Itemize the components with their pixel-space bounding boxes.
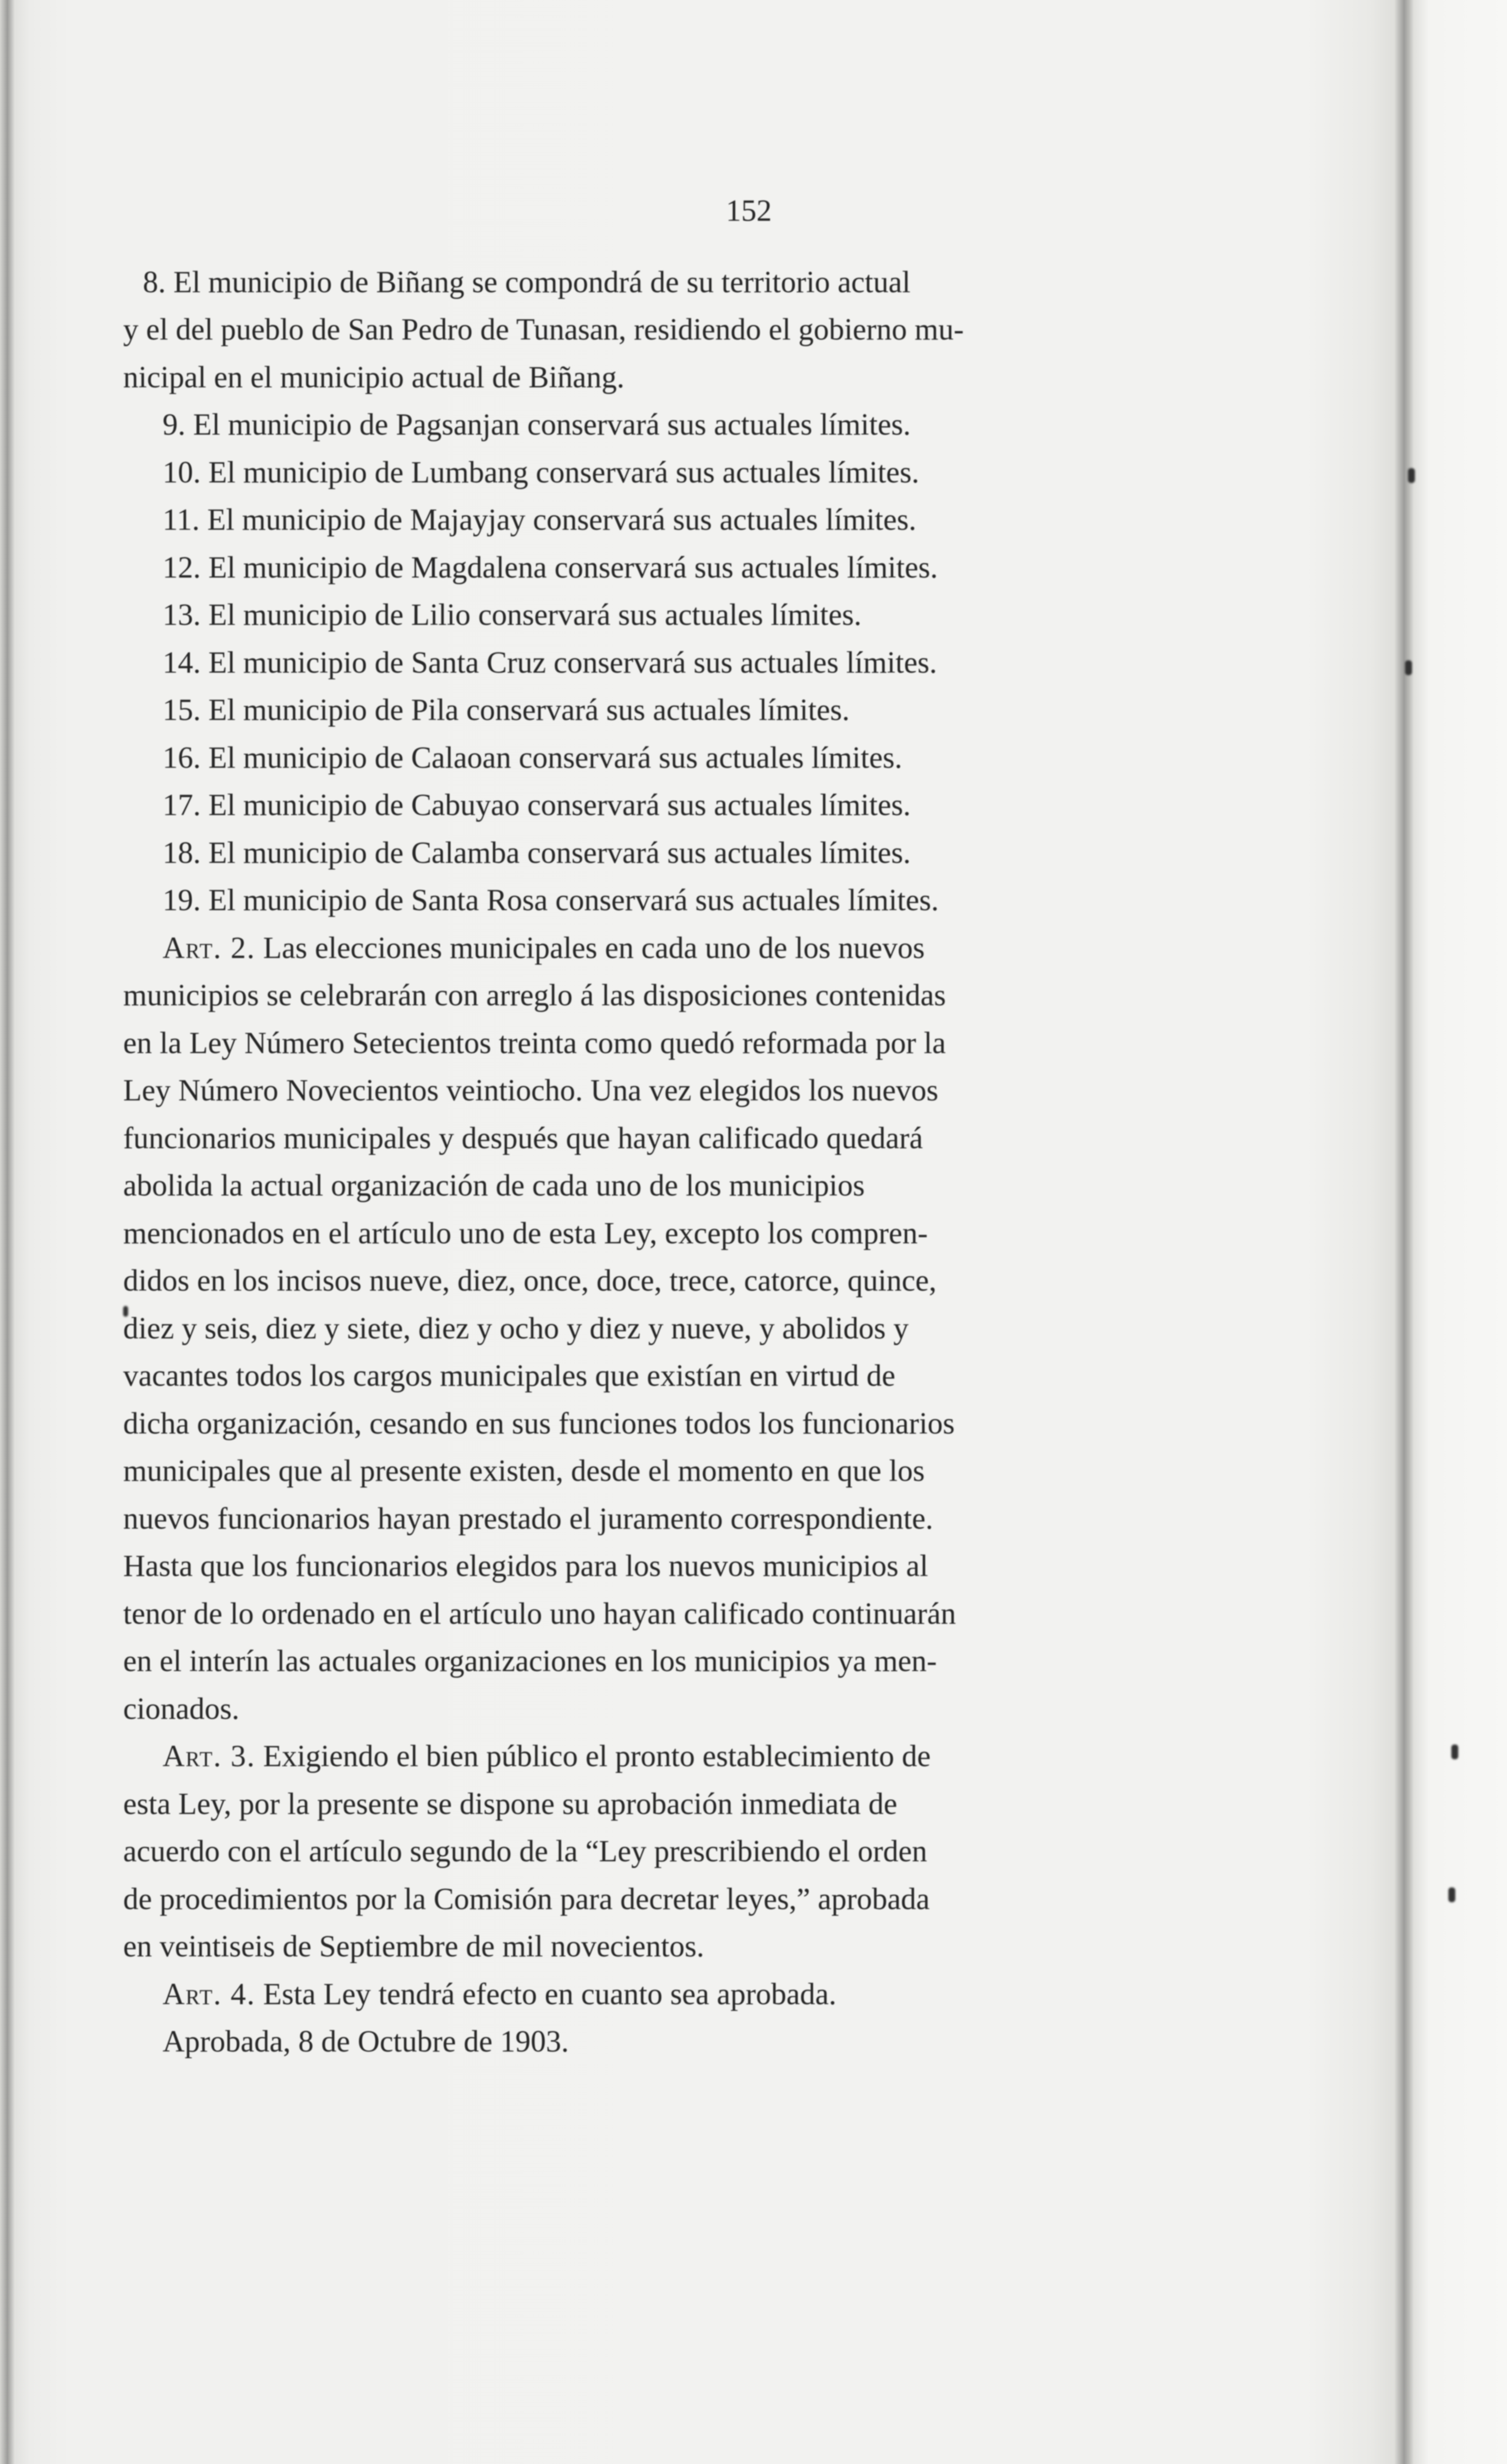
text-line: mencionados en el artículo uno de esta Ley, excepto los compren-: [123, 1216, 928, 1250]
item-12: 12. El municipio de Magdalena conservará sus actuales límites.: [163, 550, 938, 584]
text-line: municipios se celebrarán con arreglo á las disposiciones contenidas: [123, 979, 946, 1012]
left-edge-shadow: [0, 0, 15, 2464]
page-edge-shadow: [1394, 0, 1414, 2464]
text-line: vacantes todos los cargos municipales que existían en virtud de: [123, 1359, 896, 1393]
item-11: 11. El municipio de Majayjay conservará sus actuales límites.: [163, 503, 917, 537]
item-17: 17. El municipio de Cabuyao conservará sus actuales límites.: [163, 788, 911, 822]
text-line: acuerdo con el artículo segundo de la “Ley prescribiendo el orden: [123, 1835, 927, 1868]
text-line: en veintiseis de Septiembre de mil novecientos.: [123, 1930, 704, 1963]
article-3: [123, 1733, 1355, 1971]
text-line: Exigiendo el bien público el pronto establecimiento de: [263, 1740, 931, 1773]
text-line: Ley Número Novecientos veintiocho. Una vez elegidos los nuevos: [123, 1074, 938, 1107]
article-4: [123, 1971, 1355, 2019]
item-16: 16. El municipio de Calaoan conservará sus actuales límites.: [163, 741, 903, 775]
article-label: Art. 3.: [163, 1740, 256, 1773]
article-label: Art. 2.: [163, 931, 256, 965]
text-line: didos en los incisos nueve, diez, once, doce, trece, catorce, quince,: [123, 1264, 937, 1298]
text-line: 8. El municipio de Biñang se compondrá de su territorio actual: [143, 265, 911, 299]
text-line: nuevos funcionarios hayan prestado el juramento correspondiente.: [123, 1502, 934, 1536]
text-line: abolida la actual organización de cada uno de los municipios: [123, 1169, 865, 1202]
text-line: diez y seis, diez y siete, diez y ocho y diez y nueve, y abolidos y: [123, 1311, 909, 1345]
item-14: 14. El municipio de Santa Cruz conservará sus actuales límites.: [163, 646, 937, 680]
margin-mark: [1408, 468, 1415, 483]
text-line: tenor de lo ordenado en el artículo uno hayan calificado continuarán: [123, 1597, 956, 1631]
text-line: cionados.: [123, 1692, 239, 1726]
article-2: [123, 924, 1355, 1733]
text-line: dicha organización, cesando en sus funciones todos los funcionarios: [123, 1406, 955, 1440]
item-18: 18. El municipio de Calamba conservará sus actuales límites.: [163, 836, 911, 870]
text-line: Esta Ley tendrá efecto en cuanto sea aprobada.: [263, 1977, 837, 2011]
text-line: nicipal en el municipio actual de Biñang.: [123, 360, 625, 394]
approval-date: Aprobada, 8 de Octubre de 1903.: [163, 2025, 569, 2058]
text-line: Las elecciones municipales en cada uno de los nuevos: [263, 931, 925, 965]
margin-mark: [1405, 660, 1412, 675]
item-8: [123, 259, 1355, 402]
text-line: municipales que al presente existen, desde el momento en que los: [123, 1454, 925, 1488]
text-line: en la Ley Número Setecientos treinta como quedó reformada por la: [123, 1026, 946, 1060]
item-9: 9. El municipio de Pagsanjan conservará sus actuales límites.: [163, 408, 911, 442]
text-line: de procedimientos por la Comisión para decretar leyes,” aprobada: [123, 1882, 930, 1916]
text-line: Hasta que los funcionarios elegidos para los nuevos municipios al: [123, 1549, 929, 1583]
item-15: 15. El municipio de Pila conservará sus actuales límites.: [163, 693, 850, 727]
page-text: [123, 187, 1355, 2066]
item-19: 19. El municipio de Santa Rosa conservará sus actuales límites.: [163, 884, 939, 917]
margin-mark: [1448, 1887, 1455, 1902]
article-label: Art. 4.: [163, 1977, 256, 2011]
text-line: en el interín las actuales organizaciones en los municipios ya men-: [123, 1644, 937, 1678]
text-line: funcionarios municipales y después que hayan calificado quedará: [123, 1121, 923, 1155]
text-line: esta Ley, por la presente se dispone su aprobación inmediata de: [123, 1787, 898, 1821]
margin-mark: [1451, 1745, 1458, 1759]
item-13: 13. El municipio de Lilio conservará sus actuales límites.: [163, 598, 862, 632]
page-number: 152: [726, 194, 772, 228]
item-10: 10. El municipio de Lumbang conservará sus actuales límites.: [163, 455, 919, 489]
text-line: y el del pueblo de San Pedro de Tunasan, residiendo el gobierno mu-: [123, 313, 964, 346]
